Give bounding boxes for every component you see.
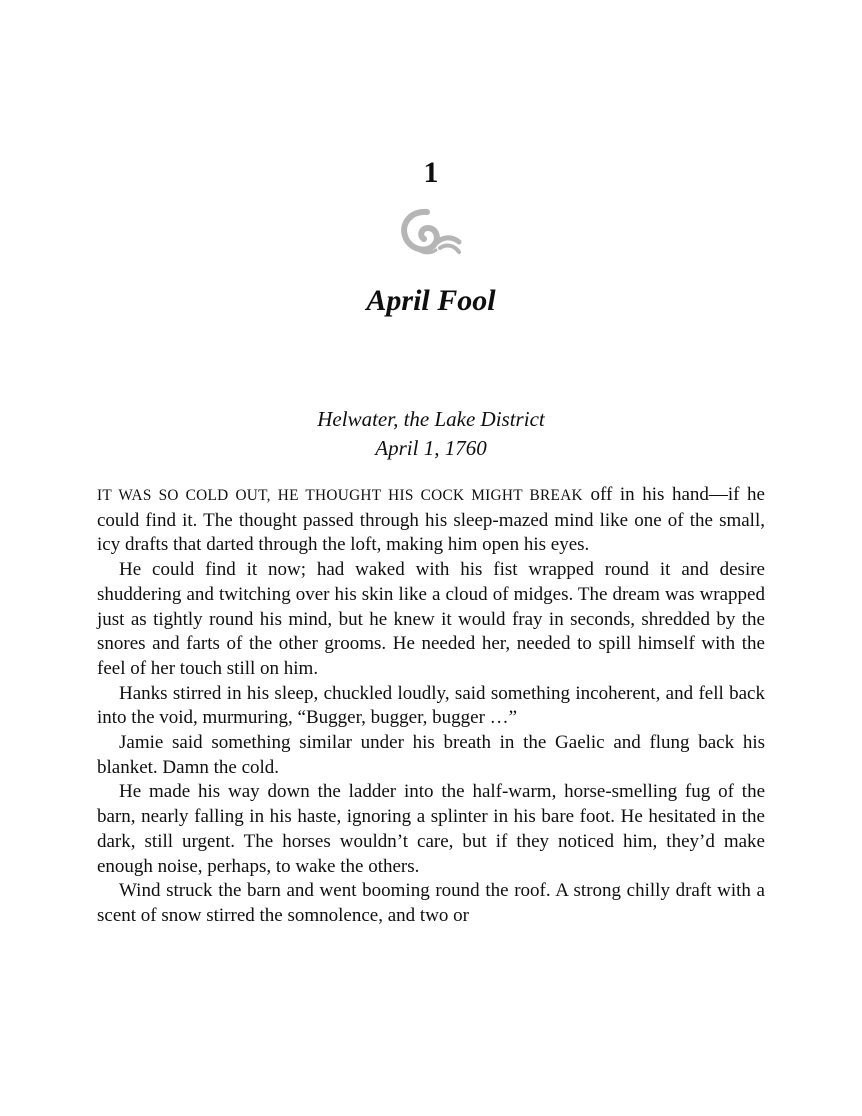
paragraph: He made his way down the ladder into the half-warm, horse-smelling fug of the barn, nearly falling in his haste, ignoring a splinter in his bare foot. He hesitated in the dark, still urgent. The horses wouldn’t care, but if they noticed him, they’d make enough noise, perhaps, to wake the others. — [97, 781, 765, 877]
paragraph: He could find it now; had waked with his fist wrapped round it and desire shuddering and twitching over his skin like a cloud of midges. The dream was wrapped just as tightly round his mind, but he knew it would fray in seconds, shredded by the snores and farts of the other grooms. He needed her, needed to spill himself with the feel of her touch still on him. — [97, 559, 765, 679]
paragraph: Jamie said something similar under his breath in the Gaelic and flung back his blanket. Damn the cold. — [97, 732, 765, 778]
paragraph: IT WAS SO COLD OUT, HE THOUGHT HIS COCK MIGHT BREAK off in his hand—if he could find it. The thought passed through his sleep-mazed mind like one of the small, icy drafts that darted through the loft, making him open his eyes. — [97, 484, 765, 556]
setting-block — [0, 405, 862, 463]
paragraph: Wind struck the barn and went booming round the roof. A strong chilly draft with a scent of snow stirred the somnolence, and two or — [97, 880, 765, 926]
chapter-number: 1 — [423, 156, 439, 189]
setting-location: Helwater, the Lake District — [317, 407, 545, 431]
floral-flourish-icon — [396, 207, 466, 257]
smallcaps-lead: IT WAS SO COLD OUT, HE THOUGHT HIS COCK MIGHT BREAK — [97, 487, 583, 504]
chapter-title: April Fool — [366, 284, 496, 317]
body-text — [97, 483, 765, 929]
paragraph: Hanks stirred in his sleep, chuckled loudly, said something incoherent, and fell back into the void, murmuring, “Bugger, bugger, bugger …” — [97, 682, 765, 729]
ornament-container — [0, 207, 862, 257]
setting-date: April 1, 1760 — [375, 436, 487, 460]
